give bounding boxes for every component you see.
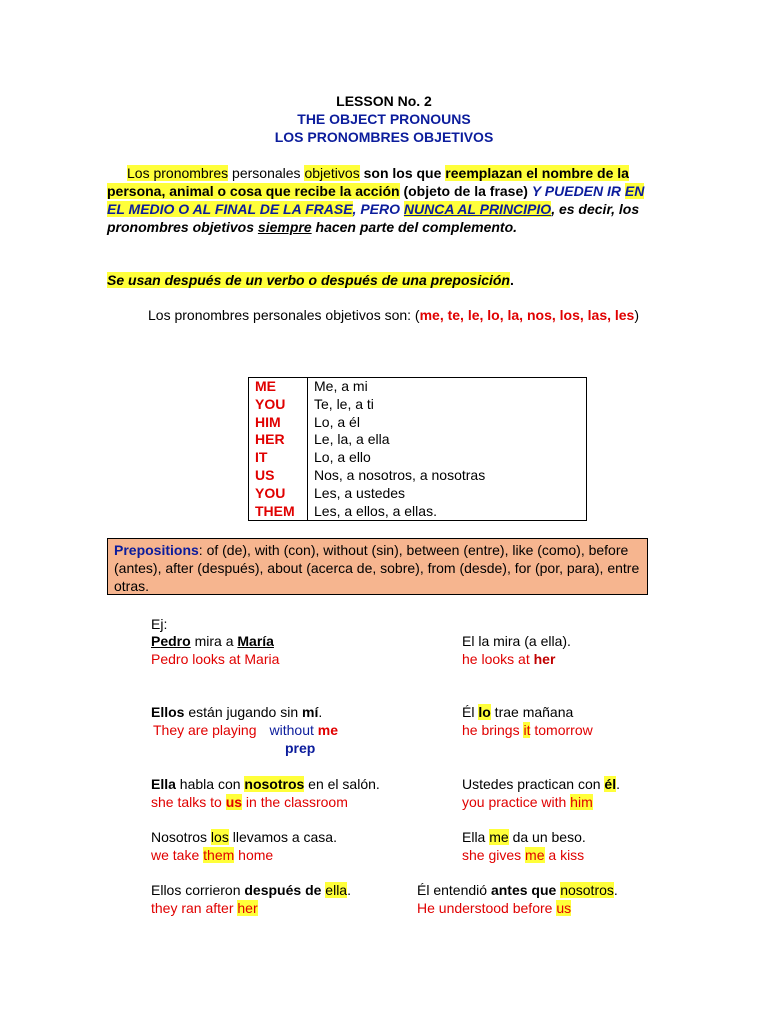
example-word: Ustedes practican con [462, 776, 605, 792]
example-word: Nosotros [151, 829, 211, 845]
intro-word: , es decir, los pronombres objetivos [107, 201, 640, 235]
example-word: me [489, 829, 509, 845]
example-word: tomorrow [530, 722, 593, 738]
lesson-number: LESSON No. 2 [336, 93, 432, 109]
example-word: nosotros [560, 882, 614, 898]
table-row [249, 431, 587, 449]
intro-word: siempre [257, 219, 312, 235]
example-word: da un beso. [508, 829, 586, 845]
example-english [417, 899, 571, 917]
intro-highlight: NUNCA AL PRINCIPIO [403, 201, 552, 217]
usage-rule [107, 271, 514, 289]
table-row [249, 378, 587, 396]
examples-label: Ej: [151, 616, 168, 632]
table-row [249, 414, 587, 432]
intro-highlight: reemplazan el nombre de la persona, animal o cosa que recibe la acción [107, 165, 629, 199]
example-word: Ellos [151, 704, 185, 720]
example-word: He understood before [417, 900, 557, 916]
spanish-meaning: Le, la, a ella [314, 431, 390, 448]
example-word: . [347, 882, 351, 898]
example-spanish [151, 828, 337, 846]
example-word: Ella [151, 776, 176, 792]
intro-word: personales [228, 165, 305, 181]
example-word: llevamos a casa. [228, 829, 337, 845]
example-english [151, 846, 273, 864]
spanish-meaning: Lo, a ello [314, 449, 371, 466]
pronoun-table [248, 377, 587, 521]
intro-word: son los que [359, 165, 446, 181]
table-row [249, 467, 587, 485]
example-word: Él entendió [417, 882, 491, 898]
example-word: she gives [462, 847, 526, 863]
spanish-meaning: Les, a ustedes [314, 484, 406, 501]
spanish-meaning: Les, a ellos, a ellas. [314, 502, 437, 519]
example-word: us [556, 900, 572, 916]
example-word: her [533, 651, 556, 667]
prep-note: prep [285, 740, 316, 756]
example-word: ella [325, 882, 348, 898]
usage-rule-text: Se usan después de un verbo o después de una preposición [107, 272, 510, 288]
example-word: lo [478, 704, 491, 720]
spanish-meaning: Nos, a nosotros, a nosotras [314, 466, 486, 483]
example-word: them [203, 847, 235, 863]
example-word: en el salón. [304, 776, 380, 792]
example-english [462, 793, 593, 811]
example-spanish [462, 775, 620, 793]
example-word: a kiss [544, 847, 585, 863]
table-row [249, 449, 587, 467]
example-word: Pedro [151, 633, 191, 649]
example-word: me [317, 722, 338, 738]
example-word: her [237, 900, 258, 916]
example-word: María [237, 633, 274, 649]
title-english: THE OBJECT PRONOUNS [297, 111, 471, 127]
intro-highlight: EN EL MEDIO O AL FINAL DE LA FRASE [107, 183, 645, 217]
example-word: mira a [190, 633, 238, 649]
english-pronoun: US [249, 467, 308, 485]
example-word: Ella [462, 829, 490, 845]
table-row [249, 396, 587, 414]
intro-word: hacen parte del complemento. [311, 219, 518, 235]
pronoun-list: me, te, le, lo, la, nos, los, las, les [419, 307, 635, 323]
example-word: it [523, 722, 531, 738]
example-word: him [570, 794, 593, 810]
english-pronoun: YOU [249, 396, 308, 414]
example-word: están jugando sin [184, 704, 302, 720]
example-word: they ran after [151, 900, 238, 916]
english-pronoun: YOU [249, 485, 308, 503]
intro-word: , PERO [352, 201, 404, 217]
example-word: nosotros [244, 776, 305, 792]
example-spanish [151, 703, 322, 721]
example-word: we take [151, 847, 204, 863]
pronoun-list-intro [107, 306, 655, 324]
example-word: antes que [490, 882, 561, 898]
english-pronoun: HER [249, 431, 308, 449]
example-word: us [225, 794, 243, 810]
example-word: él [604, 776, 617, 792]
example-word: you practice with [462, 794, 571, 810]
example-spanish [417, 881, 618, 899]
intro-paragraph [107, 164, 655, 236]
english-pronoun: HIM [249, 414, 308, 432]
table-row [249, 503, 587, 521]
example-word: me [525, 847, 545, 863]
example-word: habla con [175, 776, 245, 792]
intro-word: (objeto de la frase) [399, 183, 532, 199]
prepositions-label: Prepositions [114, 542, 199, 558]
example-word: los [210, 829, 229, 845]
spanish-meaning: Te, le, a ti [314, 395, 374, 412]
example-english [462, 721, 593, 739]
english-pronoun: THEM [249, 503, 308, 521]
usage-rule-end: . [510, 272, 514, 288]
example-spanish [151, 775, 380, 793]
example-spanish [462, 828, 586, 846]
table-row [249, 485, 587, 503]
example-spanish [151, 632, 274, 650]
intro-word: Los pronombres [127, 165, 229, 181]
list-intro-text: Los pronombres personales objetivos son: ( [148, 307, 420, 323]
example-word: she talks to [151, 794, 226, 810]
example-english [151, 793, 348, 811]
spanish-meaning: Lo, a él [314, 413, 360, 430]
prepositions-text: : of (de), with (con), without (sin), between (entre), like (como), before (antes), after (después), about (acerca de, sobre), from (desde), for (por, para), entre otras. [114, 542, 640, 594]
example-english [153, 721, 338, 739]
spanish-meaning: Me, a mi [314, 378, 368, 394]
example-word: home [234, 847, 274, 863]
example-word: Ellos corrieron [151, 882, 245, 898]
english-pronoun: IT [249, 449, 308, 467]
example-word: They are playing [153, 722, 257, 738]
example-word: mí [302, 704, 319, 720]
example-word: without [269, 722, 314, 738]
example-word: Él [462, 704, 479, 720]
intro-word: objetivos [304, 165, 360, 181]
english-pronoun: ME [249, 378, 308, 396]
intro-word: Y PUEDEN IR [531, 183, 625, 199]
example-spanish: El la mira (a ella). [462, 633, 571, 649]
example-word: . [318, 704, 323, 720]
title-spanish: LOS PRONOMBRES OBJETIVOS [274, 129, 494, 145]
example-word: después de [244, 882, 326, 898]
example-word: . [613, 882, 618, 898]
example-word: he looks at [462, 651, 534, 667]
example-english [151, 899, 258, 917]
example-english [462, 846, 584, 864]
list-intro-close: ) [634, 307, 640, 323]
prepositions-box [107, 538, 648, 595]
example-word: he brings [462, 722, 524, 738]
example-spanish [151, 881, 351, 899]
example-spanish [462, 703, 573, 721]
example-english: Pedro looks at Maria [151, 651, 280, 667]
example-english [462, 650, 555, 668]
example-word: . [616, 776, 620, 792]
example-word: in the classroom [242, 794, 348, 810]
example-word: trae mañana [490, 704, 574, 720]
